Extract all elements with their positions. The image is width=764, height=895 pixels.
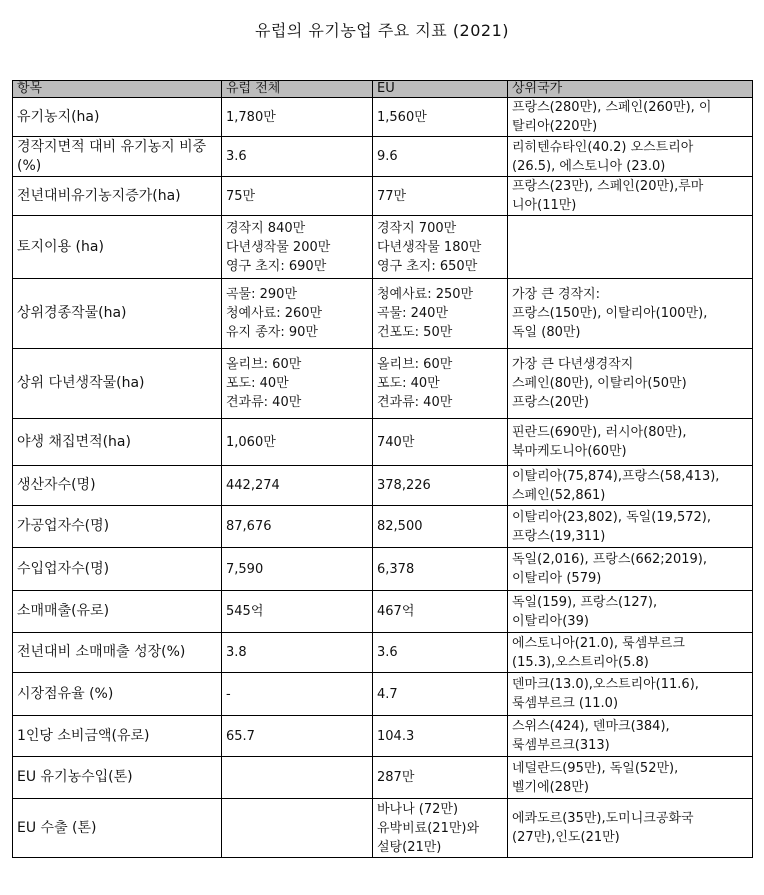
table-row (13, 757, 753, 799)
table-row (13, 279, 753, 349)
cell-europe-line: 올리브: 60만 (226, 357, 302, 372)
table-row (13, 419, 753, 466)
cell-eu (373, 177, 508, 216)
table-row (13, 137, 753, 177)
cell-top-countries-line: 벨기에(28만) (512, 779, 589, 795)
cell-top-countries-line: 프랑스(20만) (512, 395, 589, 410)
cell-europe-line: 청예사료: 260만 (226, 306, 323, 321)
cell-eu (373, 673, 508, 716)
cell-eu (373, 716, 508, 757)
cell-europe-line: 3.8 (226, 645, 247, 660)
cell-europe (222, 548, 373, 591)
cell-item (13, 279, 222, 349)
cell-europe-line: 75만 (226, 188, 256, 204)
cell-item-text: 토지이용 (ha) (17, 238, 104, 255)
cell-eu (373, 799, 508, 858)
cell-europe (222, 349, 373, 419)
cell-item-text: 유기농지(ha) (17, 108, 100, 125)
cell-item (13, 633, 222, 673)
cell-europe-line: 3.6 (226, 149, 247, 164)
cell-top-countries-line: 룩셈부르크 (11.0) (512, 696, 619, 711)
cell-top-countries (508, 799, 753, 858)
cell-europe (222, 419, 373, 466)
cell-top-countries-line: (26.5), 에스토니아 (23.0) (512, 158, 666, 174)
cell-top-countries-line: 룩셈부르크(313) (512, 738, 610, 753)
cell-top-countries-line: 스페인(52,861) (512, 487, 606, 503)
cell-item-text: 야생 채집면적(ha) (17, 433, 131, 450)
cell-item-text: EU 수출 (톤) (17, 819, 97, 836)
cell-top-countries-line: 독일(159), 프랑스(127), (512, 594, 658, 610)
cell-eu-line: 6,378 (377, 561, 415, 577)
cell-eu-line: 9.6 (377, 149, 398, 164)
cell-top-countries-line: 탈리아(220만) (512, 119, 598, 134)
cell-top-countries (508, 177, 753, 216)
cell-top-countries (508, 419, 753, 466)
cell-top-countries-line: 리히텐슈타인(40.2) 오스트리아 (512, 139, 694, 155)
header-eu: EU (373, 81, 508, 98)
cell-item-text: 소매매출(유로) (17, 603, 110, 619)
table-row (13, 216, 753, 279)
cell-top-countries-line: 핀란드(690만), 러시아(80만), (512, 425, 687, 440)
table-row (13, 591, 753, 633)
cell-top-countries (508, 757, 753, 799)
cell-eu-line: 올리브: 60만 (377, 357, 453, 372)
cell-eu (373, 466, 508, 506)
cell-eu-line: 740만 (377, 434, 415, 450)
cell-item (13, 419, 222, 466)
cell-top-countries-line: 프랑스(280만), 스페인(260만), 이 (512, 100, 712, 115)
cell-top-countries (508, 673, 753, 716)
cell-item (13, 716, 222, 757)
cell-item (13, 98, 222, 137)
cell-top-countries (508, 216, 753, 279)
page-title: 유럽의 유기농업 주요 지표 (2021) (254, 21, 510, 40)
cell-top-countries-line: 독일(2,016), 프랑스(662;2019), (512, 552, 707, 567)
cell-europe (222, 673, 373, 716)
cell-top-countries (508, 98, 753, 137)
cell-eu-line: 설탕(21만) (377, 839, 442, 855)
table-row (13, 633, 753, 673)
cell-top-countries-line: 덴마크(13.0),오스트리아(11.6), (512, 677, 699, 692)
cell-eu-line: 건포도: 50만 (377, 325, 453, 340)
cell-europe (222, 279, 373, 349)
cell-item (13, 799, 222, 858)
cell-top-countries (508, 591, 753, 633)
cell-item-text: 가공업자수(명) (17, 518, 110, 534)
cell-item (13, 177, 222, 216)
cell-europe (222, 757, 373, 799)
cell-eu-line: 다년생작물 180만 (377, 239, 482, 255)
cell-europe-line: - (226, 686, 231, 702)
cell-eu (373, 349, 508, 419)
cell-item (13, 466, 222, 506)
cell-item-text: 경작지면적 대비 유기농지 비중(%) (17, 138, 207, 174)
cell-top-countries-line: 프랑스(19,311) (512, 528, 606, 544)
cell-top-countries (508, 548, 753, 591)
cell-eu-line: 1,560만 (377, 109, 427, 125)
cell-item (13, 137, 222, 177)
cell-europe-line: 영구 초지: 690만 (226, 258, 327, 274)
cell-item-text: EU 유기농수입(톤) (17, 769, 133, 785)
cell-eu-line: 4.7 (377, 686, 398, 702)
cell-item (13, 673, 222, 716)
cell-top-countries-line: 프랑스(23만), 스페인(20만),루마 (512, 179, 704, 194)
cell-item-text: 전년대비 소매매출 성장(%) (17, 644, 186, 660)
cell-top-countries-line: 이탈리아(75,874),프랑스(58,413), (512, 468, 720, 484)
cell-top-countries-line: 독일 (80만) (512, 325, 581, 340)
cell-europe-line: 견과류: 40만 (226, 395, 302, 410)
cell-top-countries-line: 에스토니아(21.0), 룩셈부르크 (512, 635, 685, 651)
cell-eu (373, 98, 508, 137)
cell-top-countries-line: 이탈리아(39) (512, 613, 589, 629)
table-row (13, 98, 753, 137)
table-row (13, 177, 753, 216)
cell-top-countries-line: 가장 큰 다년생경작지 (512, 357, 634, 372)
cell-item (13, 757, 222, 799)
cell-eu-line: 104.3 (377, 728, 415, 744)
cell-eu-line: 청예사료: 250만 (377, 287, 474, 302)
cell-item-text: 1인당 소비금액(유로) (17, 727, 150, 744)
cell-top-countries-line: 네덜란드(95만), 독일(52만), (512, 760, 679, 776)
cell-item (13, 216, 222, 279)
cell-top-countries (508, 716, 753, 757)
cell-eu-line: 287만 (377, 770, 415, 785)
table-header-row (13, 81, 753, 98)
cell-top-countries-line: (15.3),오스트리아(5.8) (512, 654, 649, 670)
cell-top-countries-line: 스페인(80만), 이탈리아(50만) (512, 376, 687, 391)
cell-top-countries-line: 프랑스(150만), 이탈리아(100만), (512, 306, 708, 321)
cell-eu-line: 77만 (377, 188, 407, 204)
cell-europe (222, 799, 373, 858)
cell-europe (222, 506, 373, 548)
cell-top-countries-line: 이탈리아(23,802), 독일(19,572), (512, 509, 712, 525)
header-top-countries: 상위국가 (508, 81, 753, 98)
cell-eu-line: 영구 초지: 650만 (377, 258, 478, 274)
cell-item-text: 수입업자수(명) (17, 560, 110, 577)
cell-eu-line: 378,226 (377, 478, 431, 493)
cell-europe (222, 216, 373, 279)
cell-eu-line: 3.6 (377, 645, 398, 660)
cell-europe-line: 545억 (226, 604, 264, 619)
cell-item (13, 506, 222, 548)
table-row (13, 466, 753, 506)
cell-item-text: 상위경종작물(ha) (17, 305, 127, 321)
cell-eu (373, 506, 508, 548)
cell-eu-line: 바나나 (72만) (377, 801, 459, 817)
cell-eu-line: 곡물: 240만 (377, 306, 448, 321)
cell-europe-line: 경작지 840만 (226, 220, 306, 236)
cell-top-countries-line: 니아(11만) (512, 198, 577, 213)
cell-europe-line: 87,676 (226, 519, 272, 534)
cell-top-countries (508, 279, 753, 349)
cell-eu (373, 279, 508, 349)
cell-item-text: 상위 다년생작물(ha) (17, 375, 145, 391)
cell-top-countries-line: 가장 큰 경작지: (512, 287, 600, 302)
cell-top-countries (508, 137, 753, 177)
cell-item-text: 시장점유율 (%) (17, 685, 114, 702)
cell-eu-line: 포도: 40만 (377, 376, 440, 391)
table-row (13, 716, 753, 757)
cell-eu (373, 419, 508, 466)
table-row (13, 673, 753, 716)
cell-top-countries (508, 633, 753, 673)
cell-top-countries-line: 북마케도니아(60만) (512, 444, 627, 459)
header-item: 항목 (13, 81, 222, 98)
cell-europe (222, 177, 373, 216)
cell-eu-line: 467억 (377, 604, 415, 619)
cell-top-countries-line: 이탈리아 (579) (512, 571, 602, 586)
cell-eu-line: 견과류: 40만 (377, 395, 453, 410)
cell-eu (373, 757, 508, 799)
cell-europe-line: 다년생작물 200만 (226, 239, 331, 255)
table-row (13, 799, 753, 858)
cell-europe-line: 1,780만 (226, 109, 276, 125)
cell-europe-line: 65.7 (226, 728, 255, 744)
cell-europe-line: 7,590 (226, 561, 264, 577)
cell-europe-line: 유지 종자: 90만 (226, 325, 318, 340)
cell-item (13, 591, 222, 633)
header-europe: 유럽 전체 (222, 81, 373, 98)
cell-top-countries (508, 506, 753, 548)
cell-item-text: 생산자수(명) (17, 477, 96, 493)
cell-eu (373, 216, 508, 279)
table-row (13, 506, 753, 548)
cell-europe (222, 591, 373, 633)
cell-eu-line: 경작지 700만 (377, 220, 457, 236)
cell-eu (373, 591, 508, 633)
cell-eu-line: 유박비료(21만)와 (377, 820, 480, 836)
cell-eu (373, 548, 508, 591)
cell-top-countries-line: 에콰도르(35만),도미니크공화국 (512, 811, 694, 826)
cell-item (13, 349, 222, 419)
cell-eu (373, 633, 508, 673)
table-row (13, 548, 753, 591)
cell-europe (222, 466, 373, 506)
cell-europe-line: 곡물: 290만 (226, 287, 297, 302)
cell-europe-line: 1,060만 (226, 434, 276, 450)
cell-top-countries-line: 스위스(424), 덴마크(384), (512, 719, 670, 734)
cell-eu-line: 82,500 (377, 519, 423, 534)
cell-eu (373, 137, 508, 177)
cell-europe (222, 98, 373, 137)
cell-top-countries-line: (27만),인도(21만) (512, 830, 620, 845)
cell-europe (222, 137, 373, 177)
cell-item-text: 전년대비유기농지증가(ha) (17, 187, 181, 204)
cell-europe (222, 633, 373, 673)
cell-top-countries (508, 349, 753, 419)
cell-europe-line: 442,274 (226, 478, 280, 493)
cell-item (13, 548, 222, 591)
indicator-table (12, 80, 753, 858)
cell-europe (222, 716, 373, 757)
cell-top-countries (508, 466, 753, 506)
cell-europe-line: 포도: 40만 (226, 376, 289, 391)
table-row (13, 349, 753, 419)
